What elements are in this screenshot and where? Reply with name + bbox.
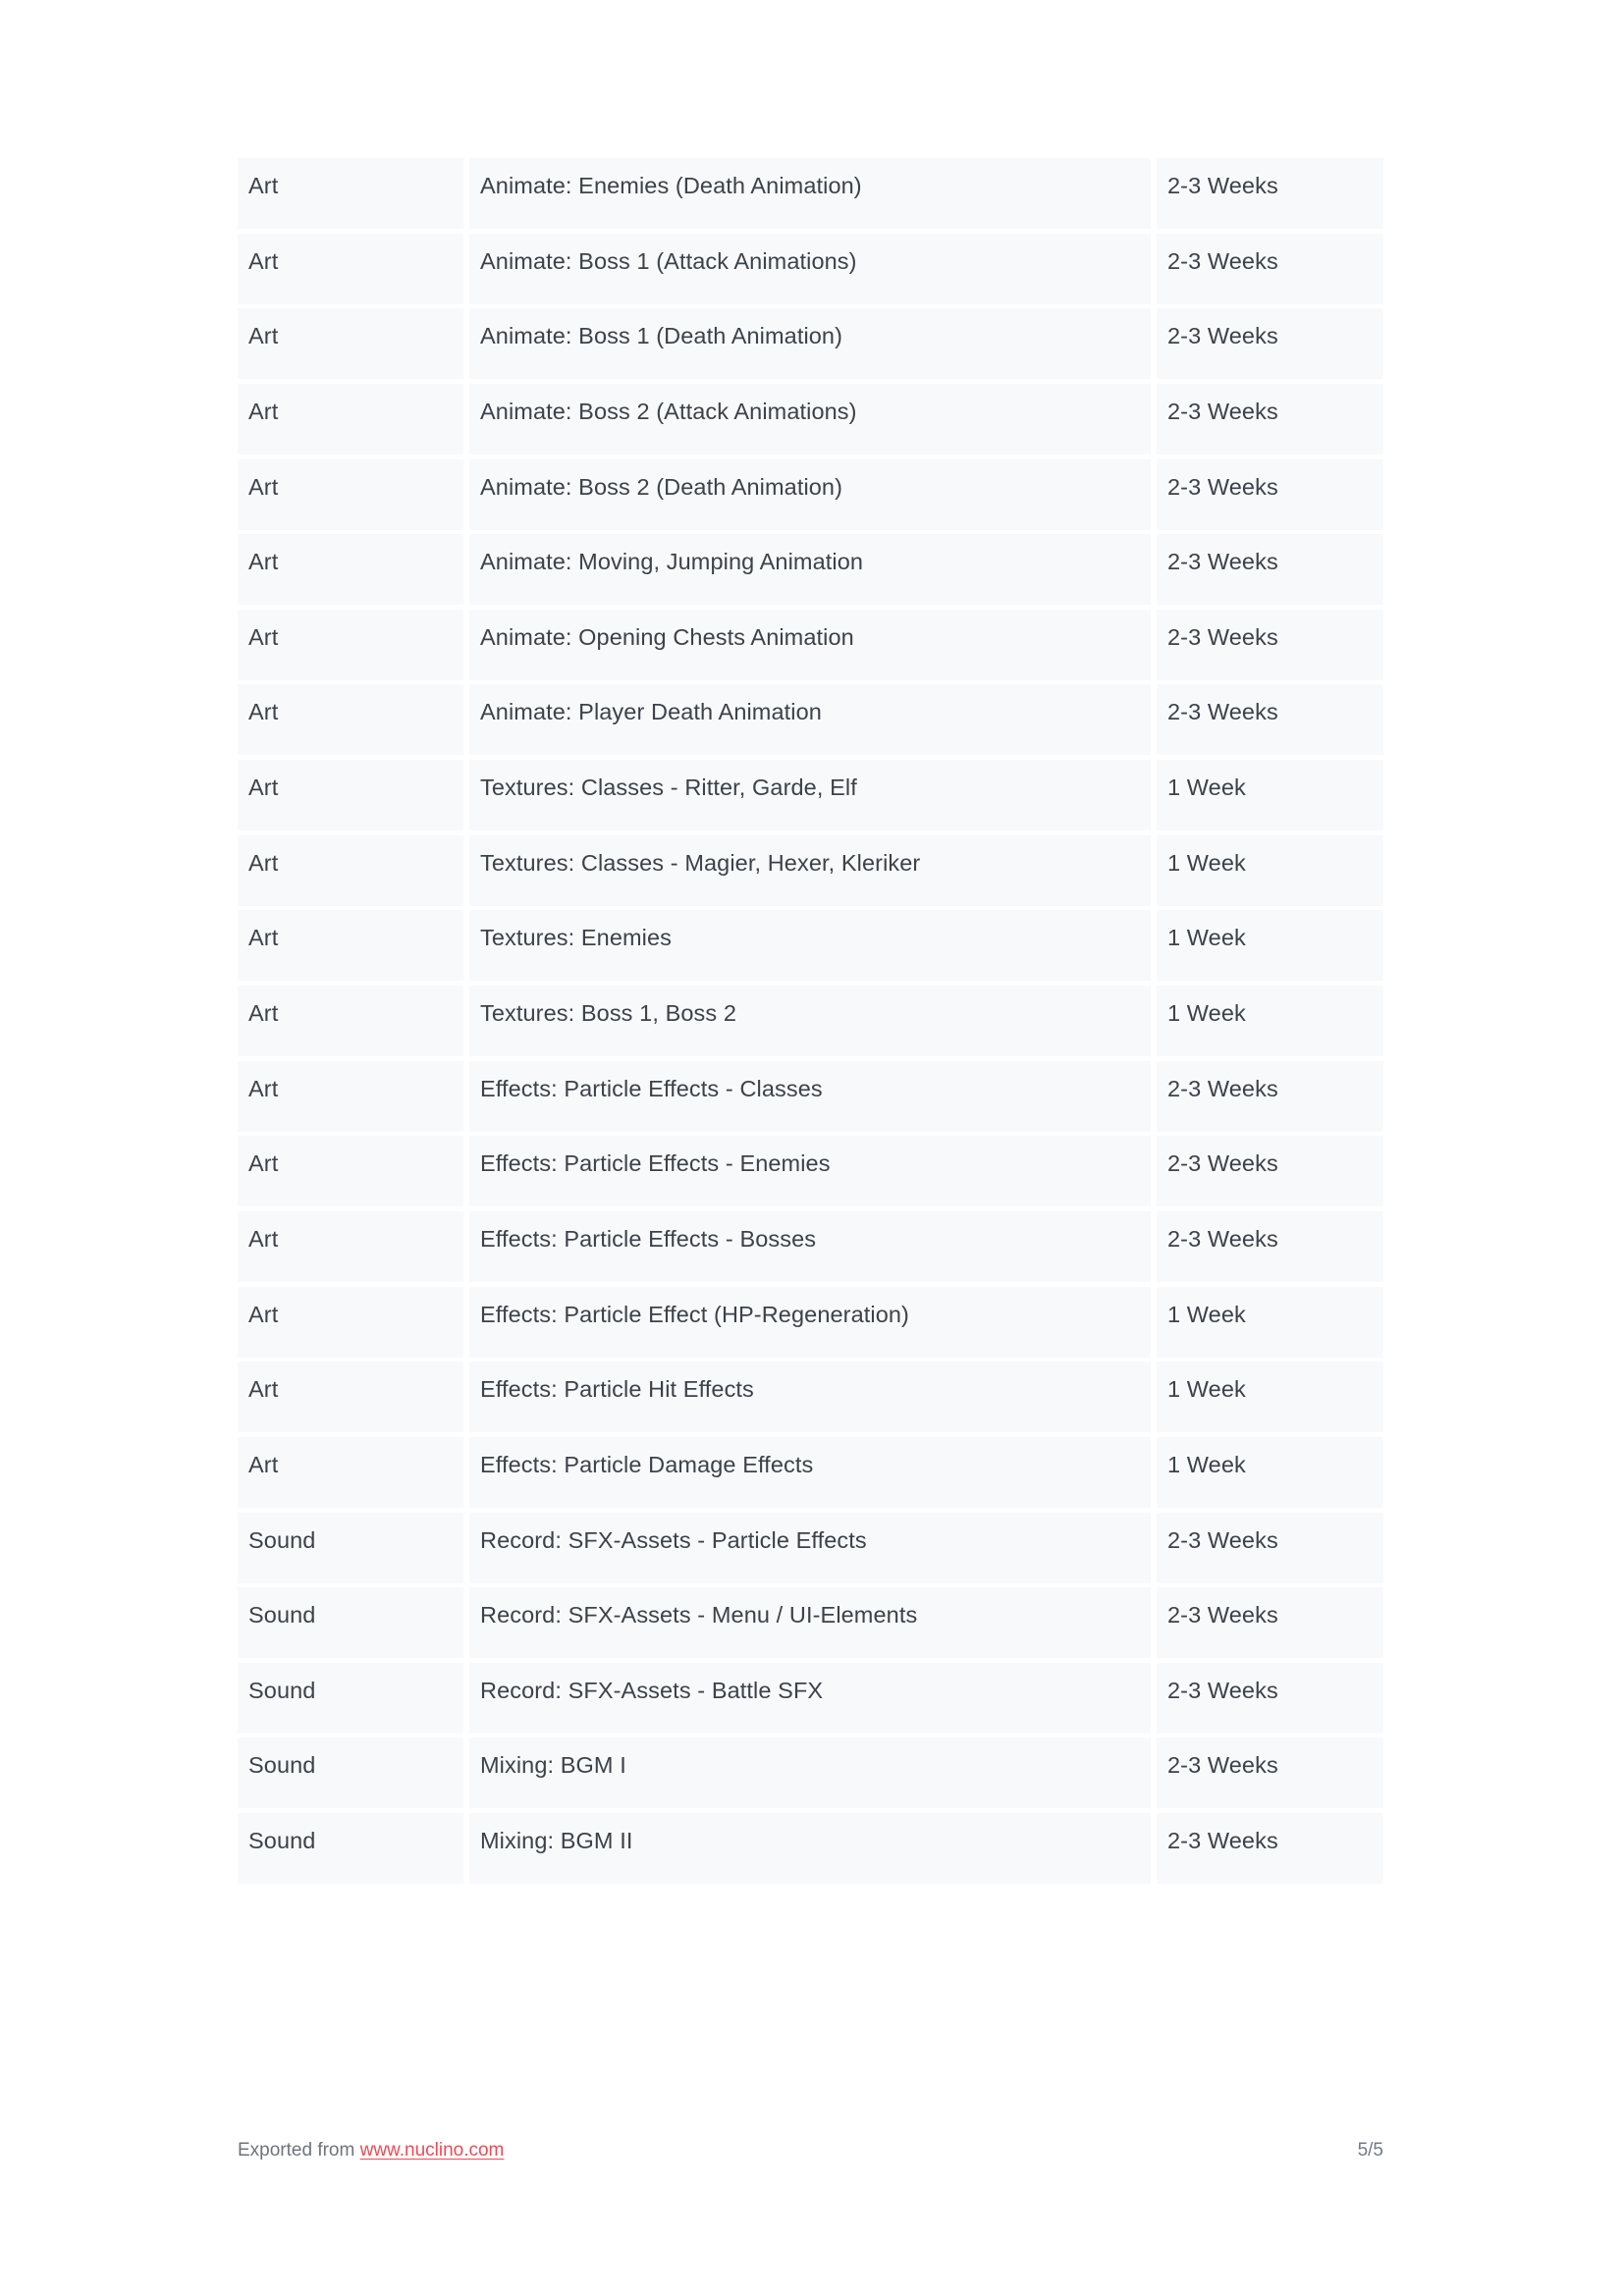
category-cell: Art: [238, 1136, 463, 1206]
duration-cell: 1 Week: [1157, 835, 1383, 906]
task-cell: Textures: Boss 1, Boss 2: [469, 986, 1151, 1056]
task-cell: Animate: Boss 2 (Attack Animations): [469, 384, 1151, 454]
table-row: [238, 234, 1383, 304]
nuclino-link[interactable]: www.nuclino.com: [359, 2140, 505, 2161]
duration-cell: 2-3 Weeks: [1157, 234, 1383, 304]
category-cell: Art: [238, 610, 463, 680]
category-cell: Art: [238, 1211, 463, 1282]
table-row: [238, 384, 1383, 454]
task-cell: Record: SFX-Assets - Battle SFX: [469, 1663, 1151, 1734]
table-row: [238, 1587, 1383, 1658]
duration-cell: 2-3 Weeks: [1157, 459, 1383, 530]
table-row: [238, 1437, 1383, 1508]
table-row: [238, 610, 1383, 680]
table-row: [238, 1737, 1383, 1808]
duration-cell: 1 Week: [1157, 910, 1383, 981]
task-cell: Effects: Particle Hit Effects: [469, 1362, 1151, 1432]
task-cell: Effects: Particle Effect (HP-Regeneration): [469, 1287, 1151, 1358]
duration-cell: 2-3 Weeks: [1157, 1813, 1383, 1884]
duration-cell: 2-3 Weeks: [1157, 610, 1383, 680]
category-cell: Art: [238, 384, 463, 454]
schedule-table: [238, 158, 1383, 1889]
category-cell: Art: [238, 158, 463, 229]
category-cell: Art: [238, 308, 463, 379]
table-row: [238, 1287, 1383, 1358]
task-cell: Animate: Moving, Jumping Animation: [469, 534, 1151, 605]
export-footer: [238, 2139, 504, 2163]
task-cell: Animate: Boss 1 (Death Animation): [469, 308, 1151, 379]
task-cell: Mixing: BGM I: [469, 1737, 1151, 1808]
table-row: [238, 1513, 1383, 1583]
category-cell: Art: [238, 910, 463, 981]
task-cell: Animate: Enemies (Death Animation): [469, 158, 1151, 229]
export-footer-text: Exported from: [238, 2140, 360, 2161]
duration-cell: 2-3 Weeks: [1157, 684, 1383, 755]
page-indicator: 5/5: [1357, 2140, 1383, 2161]
task-cell: Textures: Enemies: [469, 910, 1151, 981]
table-row: [238, 534, 1383, 605]
table-row: [238, 1061, 1383, 1132]
category-cell: Art: [238, 684, 463, 755]
task-cell: Effects: Particle Effects - Bosses: [469, 1211, 1151, 1282]
category-cell: Art: [238, 760, 463, 830]
task-cell: Effects: Particle Effects - Enemies: [469, 1136, 1151, 1206]
duration-cell: 2-3 Weeks: [1157, 1061, 1383, 1132]
task-cell: Animate: Player Death Animation: [469, 684, 1151, 755]
table-row: [238, 308, 1383, 379]
duration-cell: 1 Week: [1157, 1437, 1383, 1508]
table-row: [238, 1813, 1383, 1884]
duration-cell: 2-3 Weeks: [1157, 534, 1383, 605]
task-cell: Textures: Classes - Ritter, Garde, Elf: [469, 760, 1151, 830]
category-cell: Sound: [238, 1737, 463, 1808]
category-cell: Sound: [238, 1813, 463, 1884]
duration-cell: 2-3 Weeks: [1157, 1211, 1383, 1282]
category-cell: Art: [238, 1362, 463, 1432]
duration-cell: 2-3 Weeks: [1157, 1737, 1383, 1808]
category-cell: Sound: [238, 1663, 463, 1734]
duration-cell: 2-3 Weeks: [1157, 384, 1383, 454]
duration-cell: 2-3 Weeks: [1157, 158, 1383, 229]
task-cell: Animate: Boss 1 (Attack Animations): [469, 234, 1151, 304]
category-cell: Art: [238, 1437, 463, 1508]
task-cell: Textures: Classes - Magier, Hexer, Kleriker: [469, 835, 1151, 906]
category-cell: Art: [238, 1061, 463, 1132]
duration-cell: 2-3 Weeks: [1157, 1513, 1383, 1583]
duration-cell: 2-3 Weeks: [1157, 308, 1383, 379]
table-row: [238, 835, 1383, 906]
task-cell: Animate: Opening Chests Animation: [469, 610, 1151, 680]
table-row: [238, 760, 1383, 830]
category-cell: Art: [238, 835, 463, 906]
duration-cell: 2-3 Weeks: [1157, 1663, 1383, 1734]
table-row: [238, 459, 1383, 530]
category-cell: Art: [238, 234, 463, 304]
category-cell: Art: [238, 534, 463, 605]
table-row: [238, 910, 1383, 981]
category-cell: Sound: [238, 1513, 463, 1583]
duration-cell: 1 Week: [1157, 986, 1383, 1056]
task-cell: Record: SFX-Assets - Menu / UI-Elements: [469, 1587, 1151, 1658]
duration-cell: 2-3 Weeks: [1157, 1587, 1383, 1658]
task-cell: Effects: Particle Effects - Classes: [469, 1061, 1151, 1132]
table-row: [238, 986, 1383, 1056]
table-row: [238, 1362, 1383, 1432]
duration-cell: 1 Week: [1157, 1362, 1383, 1432]
task-cell: Effects: Particle Damage Effects: [469, 1437, 1151, 1508]
table-row: [238, 1211, 1383, 1282]
table-row: [238, 1663, 1383, 1734]
table-row: [238, 1136, 1383, 1206]
table-row: [238, 158, 1383, 229]
category-cell: Art: [238, 459, 463, 530]
duration-cell: 2-3 Weeks: [1157, 1136, 1383, 1206]
task-cell: Mixing: BGM II: [469, 1813, 1151, 1884]
task-cell: Animate: Boss 2 (Death Animation): [469, 459, 1151, 530]
category-cell: Sound: [238, 1587, 463, 1658]
table-row: [238, 684, 1383, 755]
category-cell: Art: [238, 986, 463, 1056]
category-cell: Art: [238, 1287, 463, 1358]
duration-cell: 1 Week: [1157, 760, 1383, 830]
task-cell: Record: SFX-Assets - Particle Effects: [469, 1513, 1151, 1583]
duration-cell: 1 Week: [1157, 1287, 1383, 1358]
